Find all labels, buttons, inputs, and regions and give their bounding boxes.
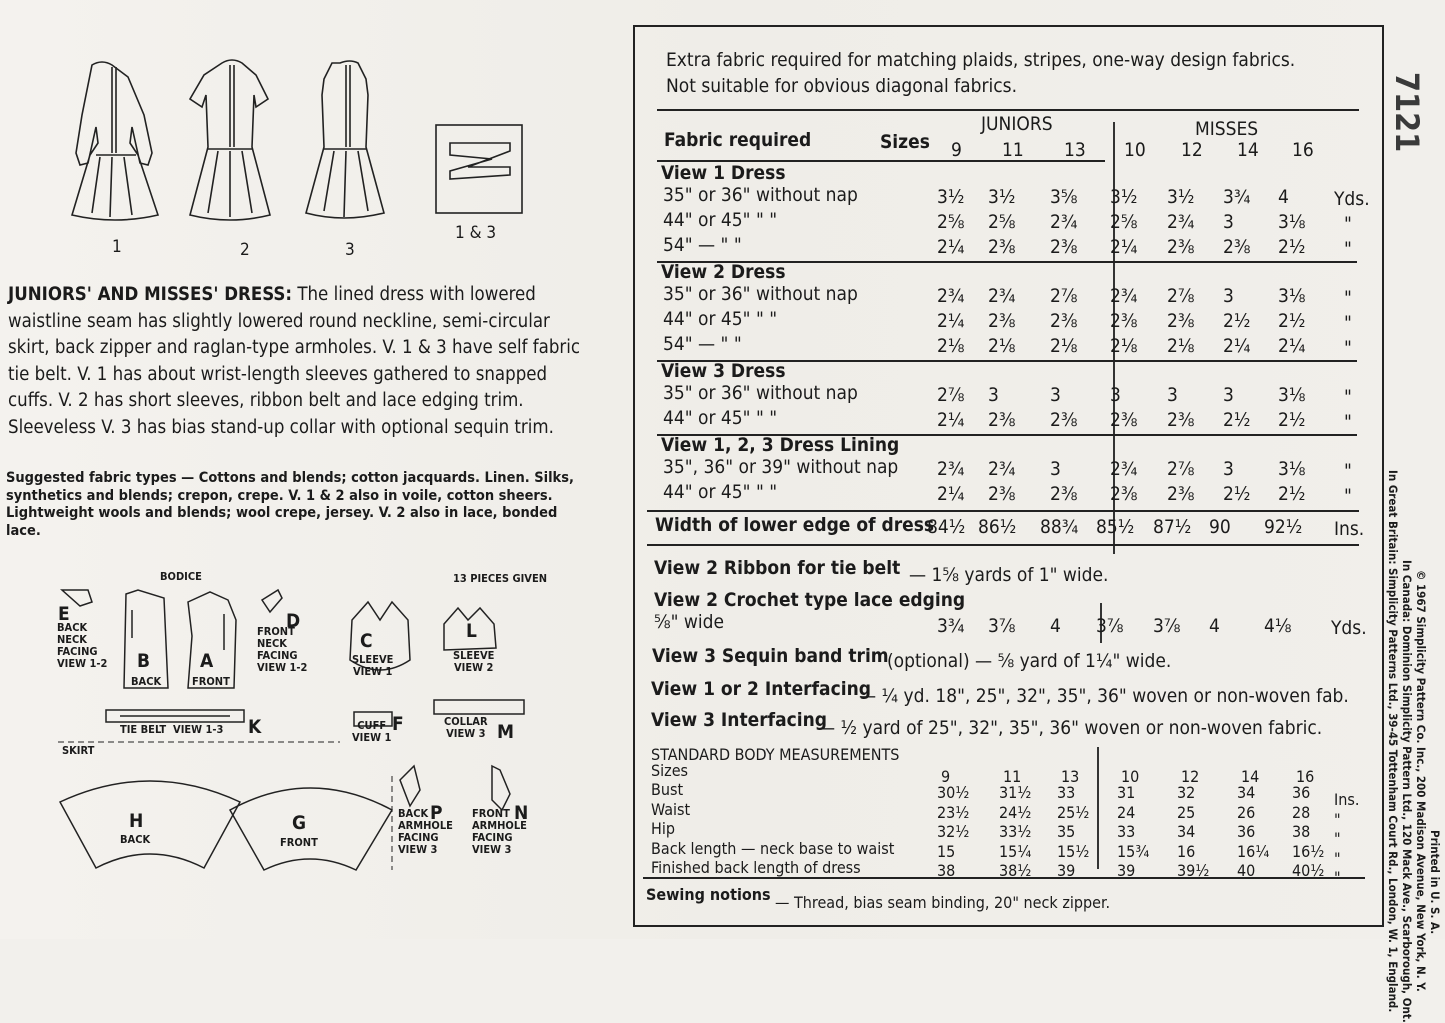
view-sketches [40, 55, 540, 240]
interfacing-1-2-text: — ¼ yd. 18", 25", 32", 35", 36" woven or non-woven fab. [859, 685, 1349, 707]
piece-letter-p: P [430, 802, 443, 824]
measure-value: 36 [1292, 783, 1311, 802]
measure-value: 35 [1057, 822, 1076, 841]
yardage-value: 3 [1110, 384, 1121, 406]
juniors-header: JUNIORS [981, 113, 1053, 135]
measure-size: 9 [941, 767, 951, 786]
description-body: The lined dress with lowered waistline seam has slightly lowered round neckline, semi-circular skirt, back zipper and raglan-type armholes. V. 1 & 3 have self fabric tie belt. V. 1 has about wrist-length sleeves gathered to snapped cuffs. V. 2 has short sleeves, ribbon belt and lace edging trim. Sleeveless V. 3 has bias stand-up collar with optional sequin trim. [8, 284, 581, 438]
yardage-value: 2⅛ [937, 335, 965, 357]
yardage-value: 3⅛ [1278, 211, 1306, 233]
yardage-value: 2⅜ [1167, 236, 1195, 258]
yardage-row-label: 54" — " " [663, 234, 742, 256]
measure-value: 38 [937, 861, 956, 880]
pattern-description [8, 282, 588, 441]
yardage-value: 2⅜ [988, 409, 1016, 431]
piece-letter-e: E [58, 603, 70, 625]
copyright-line-1: © 1967 Simplicity Pattern Co. Inc., 200 Madison Avenue, New York, N. Y. [1414, 570, 1428, 992]
width-value: 84½ [927, 516, 966, 538]
size-col-11: 11 [1002, 139, 1024, 161]
yardage-unit: " [1344, 411, 1352, 433]
yardage-value: 3 [1223, 384, 1234, 406]
lace-value: 3⅞ [1096, 615, 1124, 637]
measurements-title: STANDARD BODY MEASUREMENTS [651, 745, 900, 764]
piece-caption-a: FRONT [192, 675, 230, 688]
measure-value: 16¼ [1237, 841, 1270, 861]
measure-value: 15 [937, 841, 956, 861]
yardage-value: 2⅜ [1110, 409, 1138, 431]
measure-value: 33½ [999, 822, 1032, 841]
measure-value: 34 [1237, 783, 1256, 802]
measure-unit: " [1334, 829, 1341, 848]
width-value: 90 [1209, 516, 1231, 538]
lace-value: 3⅞ [988, 615, 1016, 637]
copyright-line-2: In Canada: Dominion Simplicity Pattern Ltd., 120 Mack Ave., Scarborough, Ont. [1400, 560, 1414, 1023]
yardage-value: 2⅜ [1110, 310, 1138, 332]
yardage-row-label: 54" — " " [663, 333, 742, 355]
measure-value: 39 [1117, 861, 1136, 880]
yardage-unit: " [1344, 485, 1352, 507]
piece-letter-l: L [466, 620, 477, 642]
yardage-value: 3⅝ [1050, 186, 1078, 208]
yardage-unit: " [1344, 287, 1352, 309]
skirt-label: SKIRT [62, 744, 95, 757]
measure-unit: " [1334, 809, 1341, 829]
measure-unit: " [1334, 848, 1341, 868]
divider [657, 109, 1359, 111]
lace-width: ⅝" wide [654, 611, 724, 633]
yardage-value: 2½ [1223, 483, 1251, 505]
yardage-value: 2⅜ [1050, 483, 1078, 505]
piece-caption-f: CUFF VIEW 1 [352, 719, 392, 744]
piece-letter-g: G [292, 812, 307, 834]
yardage-value: 2½ [1278, 236, 1306, 258]
yardage-value: 2¾ [937, 458, 965, 480]
ribbon-label: View 2 Ribbon for tie belt [654, 557, 901, 579]
piece-letter-c: C [360, 630, 373, 652]
ribbon-text: — 1⅝ yards of 1" wide. [909, 564, 1109, 586]
piece-letter-b: B [137, 650, 151, 672]
yardage-row-label: 35" or 36" without nap [663, 184, 858, 206]
width-value: 85½ [1096, 516, 1135, 538]
yardage-value: 3 [1223, 285, 1234, 307]
measure-size: 13 [1061, 767, 1080, 786]
measure-value: 16½ [1292, 841, 1325, 861]
width-value: 87½ [1153, 516, 1192, 538]
bodice-label: BODICE [160, 570, 202, 583]
yardage-value: 2½ [1278, 310, 1306, 332]
measure-value: 40½ [1292, 861, 1325, 880]
size-col-9: 9 [951, 139, 962, 161]
yardage-value: 2¼ [1278, 335, 1306, 357]
measure-value: 30½ [937, 783, 970, 802]
lace-value: 3¾ [937, 615, 965, 637]
piece-caption-b: BACK [131, 675, 162, 688]
sequin-label: View 3 Sequin band trim [652, 645, 889, 667]
width-value: 86½ [978, 516, 1017, 538]
note-line-2: Not suitable for obvious diagonal fabrics. [666, 75, 1018, 97]
yardage-value: 2⅞ [1167, 458, 1195, 480]
yardage-value: 2¾ [1167, 211, 1195, 233]
measure-value: 24½ [999, 802, 1032, 822]
yardage-row-label: 44" or 45" " " [663, 481, 778, 503]
measure-label: Waist [651, 799, 691, 819]
yardage-value: 3¾ [1223, 186, 1251, 208]
yardage-value: 2⅜ [988, 236, 1016, 258]
yardage-value: 2⅞ [937, 384, 965, 406]
lace-value: 4⅛ [1264, 615, 1292, 637]
width-value: 88¾ [1040, 516, 1079, 538]
yardage-value: 2⅜ [1050, 409, 1078, 431]
yardage-value: 3½ [1110, 186, 1138, 208]
measure-size: 12 [1181, 767, 1200, 786]
piece-letter-d: D [286, 610, 301, 632]
interfacing-3-text: — ½ yard of 25", 32", 35", 36" woven or non-woven fabric. [818, 717, 1323, 739]
lace-value: 3⅞ [1153, 615, 1181, 637]
measure-size: 16 [1296, 767, 1315, 786]
piece-letter-a: A [200, 650, 214, 672]
yardage-value: 2⅞ [1167, 285, 1195, 307]
divider [647, 544, 1359, 546]
misses-header: MISSES [1195, 118, 1259, 140]
yardage-value: 2⅝ [988, 211, 1016, 233]
yardage-unit: " [1344, 238, 1352, 260]
piece-caption-g: FRONT [280, 836, 318, 849]
yardage-value: 2¼ [1223, 335, 1251, 357]
yardage-value: 3⅛ [1278, 458, 1306, 480]
piece-letter-h: H [129, 810, 144, 832]
measure-value: 36 [1237, 822, 1256, 841]
yardage-row-label: 44" or 45" " " [663, 209, 778, 231]
yardage-value: 2⅝ [937, 211, 965, 233]
measure-value: 39 [1057, 861, 1076, 880]
yardage-value: 3½ [988, 186, 1016, 208]
piece-caption-e: BACK NECK FACING VIEW 1-2 [57, 621, 108, 670]
measure-value: 15¼ [999, 841, 1032, 861]
fabric-types-body: — Cottons and blends; cotton jacquards. Linen. Silks, synthetics and blends; crepon, crepe. V. 1 & 2 also in voile, cotton sheers. Lightweight wools and blends; wool crepe, jersey. V. 2 also in lace, bonded lace. [6, 470, 574, 539]
group-heading: View 1, 2, 3 Dress Lining [661, 434, 900, 456]
pattern-number: 7121 [1388, 72, 1426, 153]
measure-label: Bust [651, 780, 684, 799]
measure-unit: Ins. [1334, 790, 1360, 809]
measure-value: 31½ [999, 783, 1032, 802]
measure-size: 14 [1241, 767, 1260, 786]
width-label: Width of lower edge of dress [655, 514, 935, 536]
yardage-chart [633, 25, 1384, 927]
measure-value: 33 [1057, 783, 1076, 802]
yardage-value: 3 [1167, 384, 1178, 406]
measure-label: Back length — neck base to waist [651, 838, 895, 858]
yardage-value: 3 [1050, 384, 1061, 406]
size-col-16: 16 [1292, 139, 1314, 161]
yardage-value: 2⅜ [988, 310, 1016, 332]
view-label-2: 2 [240, 240, 250, 260]
yardage-value: 2⅛ [988, 335, 1016, 357]
piece-caption-p: BACK ARMHOLE FACING VIEW 3 [398, 807, 453, 856]
lace-unit: Yds. [1331, 617, 1367, 639]
measure-value: 39½ [1177, 861, 1210, 880]
yardage-value: 2⅜ [1223, 236, 1251, 258]
yardage-value: 3⅛ [1278, 285, 1306, 307]
yardage-value: 2½ [1278, 409, 1306, 431]
yardage-unit: Yds. [1334, 188, 1370, 210]
yardage-value: 2⅞ [1050, 285, 1078, 307]
divider [647, 510, 1359, 512]
width-unit: Ins. [1334, 518, 1365, 540]
measure-value: 15¾ [1117, 841, 1150, 861]
size-col-14: 14 [1237, 139, 1259, 161]
yardage-value: 2¾ [1110, 285, 1138, 307]
measure-size: 10 [1121, 767, 1140, 786]
piece-caption-h: BACK [120, 833, 151, 846]
interfacing-3-label: View 3 Interfacing [651, 709, 828, 731]
yardage-value: 2¾ [1110, 458, 1138, 480]
yardage-value: 2¾ [988, 285, 1016, 307]
suggested-fabric-types [6, 470, 586, 540]
printed-in: Printed in U. S. A. [1428, 830, 1442, 935]
yardage-value: 2⅜ [1050, 236, 1078, 258]
measure-value: 25½ [1057, 802, 1090, 822]
group-heading: View 2 Dress [661, 261, 786, 283]
measure-value: 28 [1292, 802, 1311, 822]
yardage-unit: " [1344, 337, 1352, 359]
yardage-row-label: 35" or 36" without nap [663, 283, 858, 305]
yardage-value: 2½ [1278, 483, 1306, 505]
yardage-unit: " [1344, 460, 1352, 482]
yardage-value: 3½ [1167, 186, 1195, 208]
yardage-value: 3 [1050, 458, 1061, 480]
description-title: JUNIORS' AND MISSES' DRESS: [8, 284, 293, 305]
piece-letter-k: K [248, 716, 262, 738]
yardage-value: 2⅛ [1167, 335, 1195, 357]
yardage-value: 3 [1223, 211, 1234, 233]
piece-letter-f: F [392, 713, 404, 735]
size-col-10: 10 [1124, 139, 1146, 161]
lace-value: 4 [1050, 615, 1061, 637]
measure-value: 23½ [937, 802, 970, 822]
measure-value: 32½ [937, 822, 970, 841]
yardage-value: 2¾ [1050, 211, 1078, 233]
group-heading: View 1 Dress [661, 162, 786, 184]
yardage-unit: " [1344, 312, 1352, 334]
measure-value: 38½ [999, 861, 1032, 880]
yardage-value: 2⅜ [988, 483, 1016, 505]
view-label-1-and-3: 1 & 3 [455, 223, 497, 243]
measure-value: 32 [1177, 783, 1196, 802]
yardage-value: 2½ [1223, 409, 1251, 431]
yardage-value: 3 [1223, 458, 1234, 480]
yardage-value: 2⅜ [1167, 310, 1195, 332]
yardage-row-label: 44" or 45" " " [663, 308, 778, 330]
piece-caption-l: SLEEVE VIEW 2 [453, 649, 495, 674]
sizes-header: Sizes [880, 131, 930, 153]
yardage-value: 2¼ [937, 310, 965, 332]
size-col-12: 12 [1181, 139, 1203, 161]
piece-caption-n: FRONT ARMHOLE FACING VIEW 3 [472, 807, 527, 856]
copyright-line-3: In Great Britain: Simplicity Patterns Ltd., 39-45 Tottenham Court Rd., London, W. 1, England. [1386, 470, 1400, 1013]
yardage-value: 3⅛ [1278, 384, 1306, 406]
lace-label: View 2 Crochet type lace edging [654, 589, 966, 611]
measure-label: Finished back length of dress [651, 858, 861, 877]
yardage-value: 2¼ [937, 236, 965, 258]
yardage-value: 2¼ [937, 483, 965, 505]
width-value: 92½ [1264, 516, 1303, 538]
yardage-value: 2⅜ [1110, 483, 1138, 505]
piece-caption-d: FRONT NECK FACING VIEW 1-2 [257, 625, 308, 674]
yardage-value: 3 [988, 384, 999, 406]
yardage-value: 2⅜ [1050, 310, 1078, 332]
measure-unit: " [1334, 868, 1341, 887]
yardage-value: 2¾ [937, 285, 965, 307]
sequin-text: (optional) — ⅝ yard of 1¼" wide. [887, 650, 1172, 672]
view-label-3: 3 [345, 240, 355, 260]
pieces-given-label: 13 PIECES GIVEN [453, 572, 548, 585]
piece-caption-k: TIE BELT VIEW 1-3 [120, 723, 224, 736]
yardage-unit: " [1344, 386, 1352, 408]
yardage-value: 2⅛ [1110, 335, 1138, 357]
notions-label: Sewing notions [646, 885, 771, 904]
piece-caption-m: COLLAR VIEW 3 [444, 715, 488, 740]
note-line-1: Extra fabric required for matching plaids, stripes, one-way design fabrics. [666, 49, 1296, 71]
yardage-row-label: 44" or 45" " " [663, 407, 778, 429]
notions-text: — Thread, bias seam binding, 20" neck zipper. [775, 893, 1111, 912]
piece-caption-c: SLEEVE VIEW 1 [352, 653, 394, 678]
fabric-required-header: Fabric required [664, 129, 812, 151]
measure-value: 38 [1292, 822, 1311, 841]
yardage-value: 2¼ [1110, 236, 1138, 258]
fabric-types-title: Suggested fabric types [6, 470, 177, 486]
piece-letter-n: N [514, 802, 529, 824]
piece-letter-m: M [497, 721, 515, 743]
measure-size: 11 [1003, 767, 1022, 786]
yardage-value: 2⅛ [1050, 335, 1078, 357]
yardage-unit: " [1344, 213, 1352, 235]
yardage-value: 2½ [1223, 310, 1251, 332]
measurements-sizes-label: Sizes [651, 761, 689, 780]
yardage-value: 3½ [937, 186, 965, 208]
yardage-row-label: 35" or 36" without nap [663, 382, 858, 404]
yardage-value: 2⅜ [1167, 409, 1195, 431]
measure-label: Hip [651, 819, 675, 838]
size-col-13: 13 [1064, 139, 1086, 161]
lace-value: 4 [1209, 615, 1220, 637]
measure-value: 34 [1177, 822, 1196, 841]
measure-value: 16 [1177, 841, 1196, 861]
yardage-value: 2¼ [937, 409, 965, 431]
group-heading: View 3 Dress [661, 360, 786, 382]
measure-value: 24 [1117, 802, 1136, 822]
measure-value: 33 [1117, 822, 1136, 841]
yardage-value: 2⅜ [1167, 483, 1195, 505]
measurements-divider [1097, 747, 1099, 869]
measure-value: 25 [1177, 802, 1196, 822]
measure-value: 15½ [1057, 841, 1090, 861]
yardage-value: 4 [1278, 186, 1289, 208]
measure-value: 26 [1237, 802, 1256, 822]
yardage-value: 2⅝ [1110, 211, 1138, 233]
measure-value: 40 [1237, 861, 1256, 880]
measure-value: 31 [1117, 783, 1136, 802]
yardage-value: 2¾ [988, 458, 1016, 480]
yardage-row-label: 35", 36" or 39" without nap [663, 456, 899, 478]
view-label-1: 1 [112, 237, 122, 257]
interfacing-1-2-label: View 1 or 2 Interfacing [651, 678, 871, 700]
